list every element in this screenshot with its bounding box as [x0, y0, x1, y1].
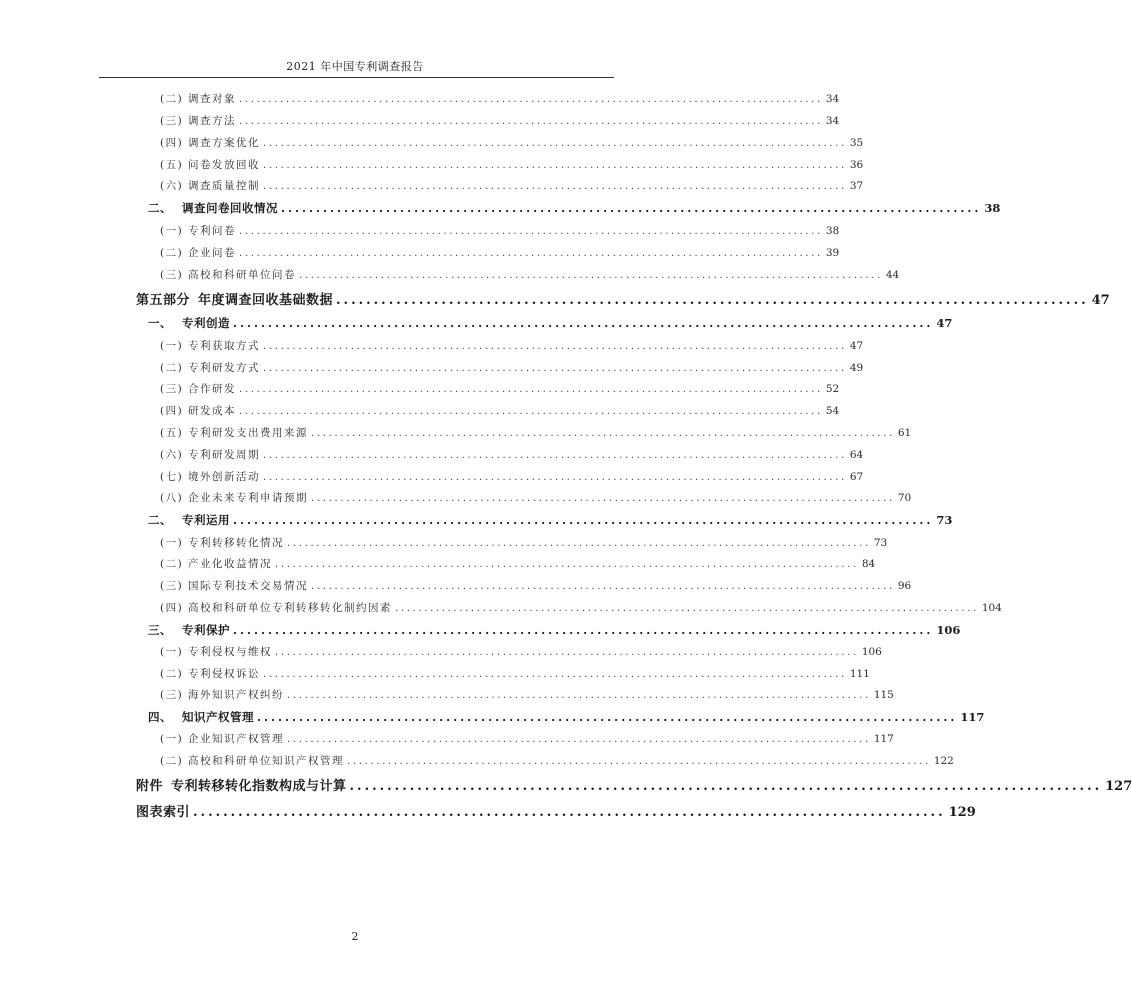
toc-entry-page: 54 [825, 405, 840, 417]
toc-entry-page: 67 [849, 471, 864, 483]
toc-entry-title: 专利运用 [182, 513, 230, 527]
toc-entry-number: (五) [160, 159, 184, 171]
toc-entry-page: 70 [897, 492, 912, 504]
toc-entry-title: 专利问卷 [188, 225, 237, 237]
toc-entry-title: 调查问卷回收情况 [182, 201, 278, 215]
toc-entry-title: 高校和科研单位专利转移转化制约因素 [188, 602, 393, 614]
toc-entry-title: 研发成本 [188, 405, 237, 417]
toc-entry[interactable] [160, 267, 900, 282]
toc-entry-number: (三) [160, 269, 184, 281]
dot-leader: .................................................................................................... [239, 115, 823, 127]
toc-entry-page: 122 [933, 755, 954, 767]
toc-entry-page: 96 [897, 580, 912, 592]
toc-entry[interactable] [160, 425, 912, 440]
toc-entry[interactable] [160, 91, 840, 106]
dot-leader: .................................................................................................... [311, 427, 895, 439]
toc-entry-title: 调查方法 [188, 115, 237, 127]
toc-entry-title: 国际专利技术交易情况 [188, 580, 309, 592]
toc-entry-label [160, 223, 236, 238]
toc-entry-page: 47 [936, 316, 953, 330]
toc-entry-label [148, 315, 230, 331]
toc-entry[interactable] [160, 600, 1002, 615]
toc-section[interactable] [148, 709, 985, 725]
toc-entry-title: 专利保护 [182, 623, 230, 637]
dot-leader: .................................................................................................... [239, 405, 823, 417]
toc-entry-number: (二) [160, 558, 184, 570]
toc-entry-number: (三) [160, 689, 184, 701]
toc-entry-number: (二) [160, 247, 184, 259]
toc-entry-number: 四、 [148, 710, 172, 724]
dot-leader: .................................................................................................... [281, 201, 982, 215]
toc-entry-page: 115 [873, 689, 894, 701]
dot-leader: .................................................................................................... [287, 733, 871, 745]
dot-leader: .................................................................................................... [311, 492, 895, 504]
toc-entry-page: 106 [861, 646, 882, 658]
toc-section[interactable] [148, 512, 953, 528]
toc-entry[interactable] [160, 578, 912, 593]
toc-entry-number: (二) [160, 93, 184, 105]
toc-entry-number: (二) [160, 362, 184, 374]
toc-entry-title: 调查方案优化 [188, 137, 261, 149]
toc-entry-number: (三) [160, 580, 184, 592]
toc-entry-label [160, 687, 284, 702]
toc-entry-number: (五) [160, 427, 184, 439]
toc-entry-page: 37 [849, 180, 864, 192]
toc-entry-title: 企业未来专利申请预期 [188, 492, 309, 504]
toc-section[interactable] [148, 315, 953, 331]
toc-entry-label [160, 178, 260, 193]
toc-entry-title: 专利获取方式 [188, 340, 261, 352]
toc-entry-label [160, 490, 308, 505]
toc-entry-title: 专利创造 [182, 316, 230, 330]
toc-entry-number: (六) [160, 449, 184, 461]
toc-entry[interactable] [160, 535, 888, 550]
toc-entry-title: 问卷发放回收 [188, 159, 261, 171]
toc-entry-number: 三、 [148, 623, 172, 637]
toc-entry-label [148, 622, 230, 638]
dot-leader: .................................................................................................... [263, 362, 847, 374]
dot-leader: .................................................................................................... [299, 269, 883, 281]
toc-entry-label [160, 381, 236, 396]
toc-entry[interactable] [160, 687, 894, 702]
dot-leader: .................................................................................................... [239, 247, 823, 259]
dot-leader: .................................................................................................... [263, 137, 847, 149]
toc-entry[interactable] [160, 731, 894, 746]
page-number: 2 [351, 930, 359, 943]
toc-entry[interactable] [160, 245, 840, 260]
dot-leader: .................................................................................................... [239, 93, 823, 105]
toc-entry-number: (四) [160, 405, 184, 417]
toc-entry-page: 47 [849, 340, 864, 352]
toc-entry-number: (二) [160, 755, 184, 767]
toc-entry-label [160, 157, 260, 172]
toc-entry-label [160, 113, 236, 128]
dot-leader: .................................................................................................... [263, 340, 847, 352]
toc-entry-number: (四) [160, 602, 184, 614]
toc-entry-title: 高校和科研单位知识产权管理 [188, 755, 345, 767]
running-header: 2021 年中国专利调查报告 [286, 60, 424, 73]
header-divider [99, 77, 614, 78]
toc-entry-label [160, 600, 392, 615]
toc-entry-page: 104 [981, 602, 1002, 614]
toc-entry-number: 二、 [148, 201, 172, 215]
dot-leader: .................................................................................................... [311, 580, 895, 592]
toc-entry-title: 专利转移转化情况 [188, 537, 285, 549]
toc-entry-page: 34 [825, 115, 840, 127]
toc-entry-number: (二) [160, 668, 184, 680]
toc-entry-page: 36 [849, 159, 864, 171]
toc-entry[interactable] [160, 556, 876, 571]
toc-part[interactable] [136, 775, 1132, 794]
toc-entry-number: (八) [160, 492, 184, 504]
dot-leader: .................................................................................................... [233, 513, 934, 527]
dot-leader: .................................................................................................... [239, 383, 823, 395]
toc-entry-page: 129 [948, 805, 976, 820]
toc-section[interactable] [148, 622, 961, 638]
toc-entry-page: 49 [849, 362, 864, 374]
dot-leader: .................................................................................................... [275, 646, 859, 658]
toc-entry-title: 合作研发 [188, 383, 237, 395]
toc-entry[interactable] [160, 223, 840, 238]
dot-leader: .................................................................................................... [287, 689, 871, 701]
toc-entry-page: 47 [1091, 293, 1110, 308]
toc-entry-page: 73 [873, 537, 888, 549]
dot-leader: .................................................................................................... [347, 755, 931, 767]
dot-leader: .................................................................................................... [257, 710, 958, 724]
toc-entry-label [136, 289, 333, 308]
toc-entry[interactable] [160, 157, 864, 172]
toc-entry-title: 企业知识产权管理 [188, 733, 285, 745]
toc-entry-number: (三) [160, 115, 184, 127]
toc-entry-number: (六) [160, 180, 184, 192]
toc-entry-title: 图表索引 [136, 805, 191, 820]
dot-leader: .................................................................................................... [263, 180, 847, 192]
toc-entry-label [160, 535, 284, 550]
toc-entry[interactable] [160, 644, 882, 659]
toc-entry[interactable] [160, 447, 864, 462]
toc-entry-title: 年度调查回收基础数据 [198, 293, 334, 308]
toc-entry-number: (一) [160, 225, 184, 237]
dot-leader: .................................................................................................... [349, 779, 1103, 794]
toc-entry-page: 34 [825, 93, 840, 105]
toc-entry-number: (一) [160, 646, 184, 658]
toc-entry-label [148, 512, 230, 528]
toc-part[interactable] [136, 289, 1110, 308]
toc-entry-label [160, 578, 308, 593]
toc-entry-label [160, 267, 296, 282]
dot-leader: .................................................................................................... [239, 225, 823, 237]
toc-entry-title: 专利转移转化指数构成与计算 [171, 779, 347, 794]
toc-entry-label [160, 338, 260, 353]
toc-entry-number: (七) [160, 471, 184, 483]
toc-entry-page: 38 [984, 201, 1001, 215]
toc-entry-title: 调查对象 [188, 93, 237, 105]
toc-entry[interactable] [160, 178, 864, 193]
toc-entry-page: 84 [861, 558, 876, 570]
toc-entry[interactable] [160, 113, 840, 128]
toc-entry[interactable] [160, 338, 864, 353]
dot-leader: .................................................................................................... [263, 449, 847, 461]
toc-section[interactable] [148, 200, 1001, 216]
toc-entry[interactable] [160, 381, 840, 396]
toc-entry[interactable] [160, 490, 912, 505]
dot-leader: .................................................................................................... [233, 316, 934, 330]
toc-entry-label [148, 709, 254, 725]
toc-entry-page: 39 [825, 247, 840, 259]
toc-entry-page: 35 [849, 137, 864, 149]
dot-leader: .................................................................................................... [287, 537, 871, 549]
toc-entry-number: (一) [160, 733, 184, 745]
toc-entry-page: 61 [897, 427, 912, 439]
toc-entry-title: 专利研发周期 [188, 449, 261, 461]
toc-entry-page: 117 [873, 733, 894, 745]
toc-entry-number: 附件 [136, 779, 164, 794]
toc-entry-label [160, 731, 284, 746]
toc-entry-number: 第五部分 [136, 293, 191, 308]
dot-leader: .................................................................................................... [336, 293, 1089, 308]
toc-entry-label [160, 556, 272, 571]
toc-entry[interactable] [160, 360, 864, 375]
toc-part[interactable] [136, 801, 976, 820]
dot-leader: .................................................................................................... [275, 558, 859, 570]
toc-entry-page: 127 [1105, 779, 1132, 794]
dot-leader: .................................................................................................... [263, 668, 847, 680]
toc-entry-number: 一、 [148, 316, 172, 330]
toc-entry-page: 117 [960, 710, 985, 724]
toc-entry[interactable] [160, 403, 840, 418]
toc-entry-label [160, 245, 236, 260]
toc-entry-title: 专利研发方式 [188, 362, 261, 374]
toc-entry-number: (三) [160, 383, 184, 395]
toc-entry-title: 企业问卷 [188, 247, 237, 259]
toc-entry-title: 调查质量控制 [188, 180, 261, 192]
toc-entry[interactable] [160, 469, 864, 484]
toc-entry-label [160, 403, 236, 418]
toc-entry-label [160, 91, 236, 106]
toc-entry-label [160, 469, 260, 484]
toc-entry-title: 海外知识产权纠纷 [188, 689, 285, 701]
dot-leader: .................................................................................................... [263, 159, 847, 171]
toc-entry-title: 境外创新活动 [188, 471, 261, 483]
dot-leader: .................................................................................................... [193, 805, 946, 820]
toc-entry-label [160, 360, 260, 375]
toc-entry-page: 73 [936, 513, 953, 527]
toc-entry-page: 44 [885, 269, 900, 281]
dot-leader: .................................................................................................... [233, 623, 934, 637]
toc-entry-page: 64 [849, 449, 864, 461]
toc-entry[interactable] [160, 753, 954, 768]
toc-entry-title: 产业化收益情况 [188, 558, 273, 570]
toc-entry-page: 38 [825, 225, 840, 237]
toc-entry-number: (一) [160, 340, 184, 352]
toc-entry-title: 专利侵权诉讼 [188, 668, 261, 680]
toc-entry-page: 106 [936, 623, 961, 637]
toc-entry-label [160, 753, 344, 768]
toc-entry-title: 高校和科研单位问卷 [188, 269, 297, 281]
toc-entry[interactable] [160, 135, 864, 150]
toc-entry-label [160, 425, 308, 440]
toc-entry-title: 知识产权管理 [182, 710, 254, 724]
dot-leader: .................................................................................................... [263, 471, 847, 483]
toc-entry-label [160, 666, 260, 681]
toc-entry-page: 52 [825, 383, 840, 395]
toc-entry-label [148, 200, 278, 216]
toc-entry[interactable] [160, 666, 870, 681]
toc-entry-number: (一) [160, 537, 184, 549]
toc-entry-title: 专利研发支出费用来源 [188, 427, 309, 439]
toc-entry-label [160, 447, 260, 462]
toc-entry-label [160, 644, 272, 659]
toc-entry-page: 111 [849, 668, 870, 680]
toc-entry-label [160, 135, 260, 150]
toc-entry-number: 二、 [148, 513, 172, 527]
dot-leader: .................................................................................................... [395, 602, 979, 614]
toc-entry-title: 专利侵权与维权 [188, 646, 273, 658]
toc-entry-label [136, 775, 347, 794]
toc-entry-number: (四) [160, 137, 184, 149]
toc-entry-label [136, 801, 190, 820]
